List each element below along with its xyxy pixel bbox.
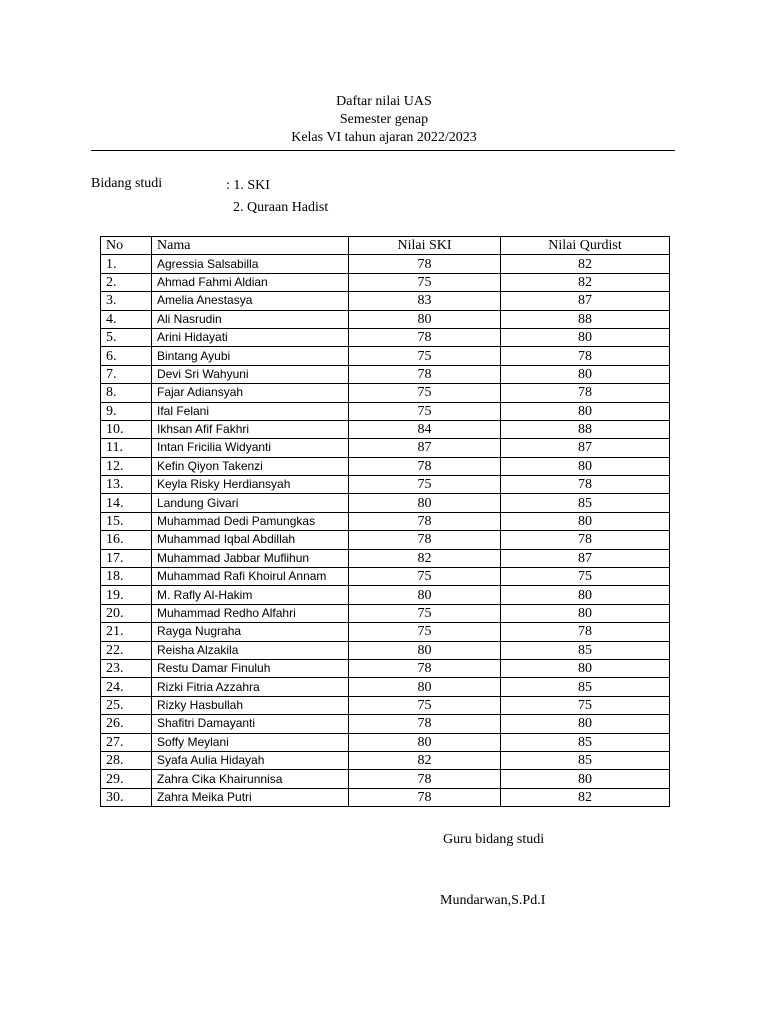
signature-name: Mundarwan,S.Pd.I — [440, 893, 546, 908]
cell-no: 22. — [101, 641, 152, 659]
table-row — [101, 347, 670, 365]
table-row — [101, 751, 670, 769]
cell-qurdist: 87 — [501, 292, 670, 310]
cell-no: 10. — [101, 420, 152, 438]
cell-name: Fajar Adiansyah — [152, 384, 349, 402]
cell-name: Ifal Felani — [152, 402, 349, 420]
cell-name: Ahmad Fahmi Aldian — [152, 273, 349, 291]
cell-ski: 78 — [349, 512, 501, 530]
cell-no: 19. — [101, 586, 152, 604]
cell-no: 23. — [101, 659, 152, 677]
table-row — [101, 641, 670, 659]
cell-no: 3. — [101, 292, 152, 310]
cell-qurdist: 85 — [501, 641, 670, 659]
table-row — [101, 715, 670, 733]
table-row — [101, 310, 670, 328]
cell-no: 17. — [101, 549, 152, 567]
table-row — [101, 568, 670, 586]
cell-name: M. Rafly Al-Hakim — [152, 586, 349, 604]
cell-no: 25. — [101, 696, 152, 714]
table-row — [101, 476, 670, 494]
cell-qurdist: 78 — [501, 623, 670, 641]
cell-no: 26. — [101, 715, 152, 733]
cell-name: Restu Damar Finuluh — [152, 659, 349, 677]
signature-role: Guru bidang studi — [443, 832, 545, 847]
cell-qurdist: 85 — [501, 494, 670, 512]
cell-name: Ikhsan Afif Fakhri — [152, 420, 349, 438]
cell-no: 11. — [101, 439, 152, 457]
grades-table — [100, 236, 670, 807]
cell-no: 14. — [101, 494, 152, 512]
cell-ski: 75 — [349, 604, 501, 622]
cell-ski: 75 — [349, 402, 501, 420]
cell-name: Muhammad Rafi Khoirul Annam — [152, 568, 349, 586]
cell-ski: 78 — [349, 770, 501, 788]
cell-ski: 75 — [349, 696, 501, 714]
table-header-row — [101, 237, 670, 255]
cell-name: Rayga Nugraha — [152, 623, 349, 641]
subject-list — [226, 175, 328, 219]
cell-ski: 78 — [349, 365, 501, 383]
cell-no: 12. — [101, 457, 152, 475]
subject-item-2: 2. Quraan Hadist — [233, 200, 329, 215]
cell-qurdist: 78 — [501, 531, 670, 549]
header-divider — [91, 150, 675, 151]
cell-ski: 78 — [349, 255, 501, 273]
cell-ski: 80 — [349, 733, 501, 751]
table-row — [101, 549, 670, 567]
cell-qurdist: 80 — [501, 328, 670, 346]
cell-qurdist: 85 — [501, 751, 670, 769]
subject-label: Bidang studi — [91, 176, 163, 191]
table-row — [101, 328, 670, 346]
table-row — [101, 457, 670, 475]
cell-ski: 87 — [349, 439, 501, 457]
cell-name: Rizki Fitria Azzahra — [152, 678, 349, 696]
cell-name: Muhammad Jabbar Muflihun — [152, 549, 349, 567]
cell-ski: 80 — [349, 310, 501, 328]
cell-ski: 78 — [349, 531, 501, 549]
cell-qurdist: 88 — [501, 420, 670, 438]
cell-no: 16. — [101, 531, 152, 549]
cell-name: Arini Hidayati — [152, 328, 349, 346]
cell-name: Keyla Risky Herdiansyah — [152, 476, 349, 494]
cell-ski: 75 — [349, 623, 501, 641]
cell-ski: 75 — [349, 476, 501, 494]
table-row — [101, 623, 670, 641]
table-row — [101, 733, 670, 751]
cell-ski: 78 — [349, 328, 501, 346]
cell-qurdist: 87 — [501, 549, 670, 567]
cell-name: Ali Nasrudin — [152, 310, 349, 328]
header-no: No — [101, 237, 152, 255]
cell-qurdist: 80 — [501, 715, 670, 733]
cell-no: 9. — [101, 402, 152, 420]
cell-qurdist: 80 — [501, 365, 670, 383]
cell-no: 27. — [101, 733, 152, 751]
cell-qurdist: 75 — [501, 568, 670, 586]
cell-name: Rizky Hasbullah — [152, 696, 349, 714]
cell-ski: 80 — [349, 678, 501, 696]
cell-no: 7. — [101, 365, 152, 383]
cell-qurdist: 87 — [501, 439, 670, 457]
cell-qurdist: 85 — [501, 678, 670, 696]
cell-name: Muhammad Redho Alfahri — [152, 604, 349, 622]
cell-ski: 75 — [349, 384, 501, 402]
cell-name: Landung Givari — [152, 494, 349, 512]
table-row — [101, 494, 670, 512]
cell-ski: 75 — [349, 273, 501, 291]
header-qurdist: Nilai Qurdist — [501, 237, 670, 255]
cell-qurdist: 80 — [501, 659, 670, 677]
cell-name: Zahra Cika Khairunnisa — [152, 770, 349, 788]
cell-ski: 78 — [349, 788, 501, 806]
cell-qurdist: 82 — [501, 273, 670, 291]
cell-ski: 78 — [349, 715, 501, 733]
table-row — [101, 402, 670, 420]
cell-no: 13. — [101, 476, 152, 494]
cell-ski: 84 — [349, 420, 501, 438]
cell-name: Syafa Aulia Hidayah — [152, 751, 349, 769]
cell-qurdist: 78 — [501, 384, 670, 402]
cell-no: 1. — [101, 255, 152, 273]
table-row — [101, 384, 670, 402]
cell-name: Reisha Alzakila — [152, 641, 349, 659]
cell-qurdist: 78 — [501, 476, 670, 494]
table-row — [101, 273, 670, 291]
table-row — [101, 586, 670, 604]
cell-no: 30. — [101, 788, 152, 806]
table-row — [101, 512, 670, 530]
cell-name: Kefin Qiyon Takenzi — [152, 457, 349, 475]
table-row — [101, 696, 670, 714]
cell-no: 24. — [101, 678, 152, 696]
cell-name: Intan Fricilia Widyanti — [152, 439, 349, 457]
cell-qurdist: 80 — [501, 770, 670, 788]
cell-qurdist: 88 — [501, 310, 670, 328]
table-row — [101, 659, 670, 677]
cell-qurdist: 80 — [501, 586, 670, 604]
cell-qurdist: 82 — [501, 255, 670, 273]
cell-name: Soffy Meylani — [152, 733, 349, 751]
cell-no: 15. — [101, 512, 152, 530]
table-row — [101, 292, 670, 310]
cell-qurdist: 80 — [501, 604, 670, 622]
cell-ski: 75 — [349, 347, 501, 365]
cell-ski: 80 — [349, 586, 501, 604]
cell-no: 8. — [101, 384, 152, 402]
cell-no: 5. — [101, 328, 152, 346]
cell-no: 20. — [101, 604, 152, 622]
cell-qurdist: 80 — [501, 512, 670, 530]
class-year-line: Kelas VI tahun ajaran 2022/2023 — [291, 130, 477, 145]
cell-no: 18. — [101, 568, 152, 586]
cell-no: 21. — [101, 623, 152, 641]
cell-ski: 75 — [349, 568, 501, 586]
cell-name: Muhammad Iqbal Abdillah — [152, 531, 349, 549]
cell-ski: 78 — [349, 457, 501, 475]
cell-no: 28. — [101, 751, 152, 769]
cell-name: Muhammad Dedi Pamungkas — [152, 512, 349, 530]
table-row — [101, 439, 670, 457]
table-row — [101, 420, 670, 438]
cell-name: Amelia Anestasya — [152, 292, 349, 310]
cell-qurdist: 85 — [501, 733, 670, 751]
table-row — [101, 255, 670, 273]
cell-name: Bintang Ayubi — [152, 347, 349, 365]
table-row — [101, 604, 670, 622]
cell-no: 29. — [101, 770, 152, 788]
document-title: Daftar nilai UAS — [336, 94, 432, 109]
subject-item-1: : 1. SKI — [226, 178, 270, 193]
table-row — [101, 788, 670, 806]
cell-no: 6. — [101, 347, 152, 365]
cell-name: Shafitri Damayanti — [152, 715, 349, 733]
cell-no: 2. — [101, 273, 152, 291]
cell-name: Devi Sri Wahyuni — [152, 365, 349, 383]
cell-ski: 82 — [349, 549, 501, 567]
table-row — [101, 770, 670, 788]
cell-no: 4. — [101, 310, 152, 328]
cell-qurdist: 82 — [501, 788, 670, 806]
cell-ski: 83 — [349, 292, 501, 310]
cell-name: Zahra Meika Putri — [152, 788, 349, 806]
cell-ski: 80 — [349, 641, 501, 659]
table-row — [101, 678, 670, 696]
semester-line: Semester genap — [339, 112, 429, 127]
cell-qurdist: 80 — [501, 457, 670, 475]
cell-ski: 82 — [349, 751, 501, 769]
cell-qurdist: 75 — [501, 696, 670, 714]
document-header — [0, 93, 768, 147]
table-body — [101, 255, 670, 807]
cell-ski: 78 — [349, 659, 501, 677]
header-name: Nama — [152, 237, 349, 255]
table-row — [101, 531, 670, 549]
cell-qurdist: 80 — [501, 402, 670, 420]
cell-qurdist: 78 — [501, 347, 670, 365]
header-ski: Nilai SKI — [349, 237, 501, 255]
cell-ski: 80 — [349, 494, 501, 512]
cell-name: Agressia Salsabilla — [152, 255, 349, 273]
table-row — [101, 365, 670, 383]
